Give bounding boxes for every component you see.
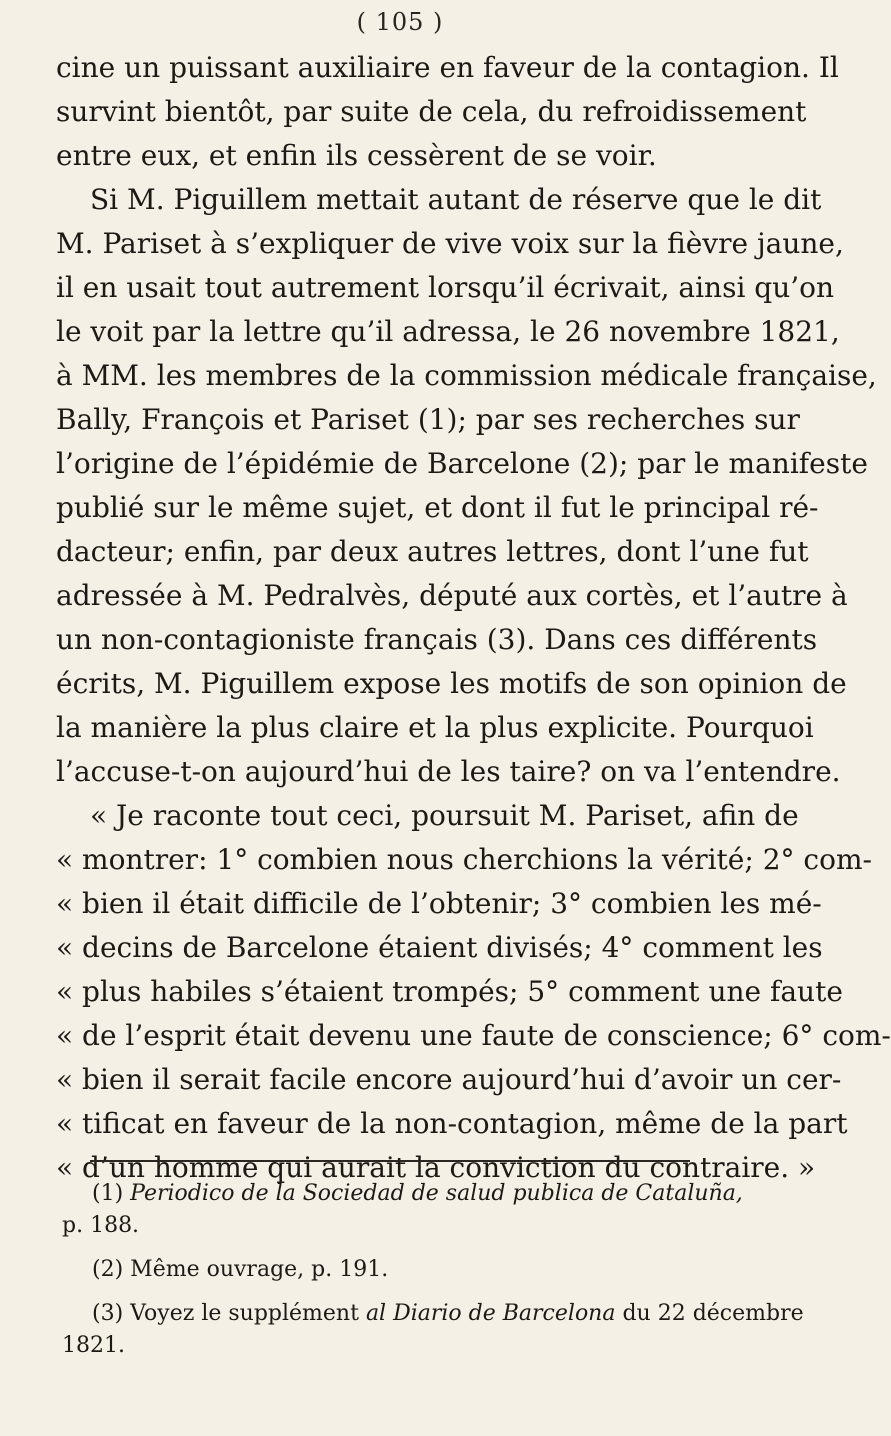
footnote-1	[62, 1178, 762, 1242]
quote-line: « decins de Barcelone étaient divisés; 4° comment les	[56, 931, 823, 964]
footnote-trail: du 22 décembre	[622, 1301, 804, 1326]
footnotes	[62, 1178, 804, 1374]
text-line: l’accuse-t-on aujourd’hui de les taire? on va l’entendre.	[56, 755, 841, 788]
text-line: publié sur le même sujet, et dont il fut le principal ré-	[56, 491, 819, 524]
text-line: l’origine de l’épidémie de Barcelone (2); par le manifeste	[56, 447, 868, 480]
footnote-text: Même ouvrage, p. 191.	[130, 1257, 389, 1282]
text-line: dacteur; enfin, par deux autres lettres, dont l’une fut	[56, 535, 809, 568]
text-line: M. Pariset à s’expliquer de vive voix sur la fièvre jaune,	[56, 227, 844, 260]
body-text	[56, 46, 891, 1190]
footnote-continuation: 1821.	[62, 1333, 125, 1358]
text-line: la manière la plus claire et la plus explicite. Pourquoi	[56, 711, 814, 744]
page-number: ( 105 )	[356, 8, 444, 36]
quote-line: « bien il était difficile de l’obtenir; 3° combien les mé-	[56, 887, 822, 920]
quote-line: « d’un homme qui aurait la conviction du contraire. »	[56, 1151, 816, 1184]
text-line: il en usait tout autrement lorsqu’il écrivait, ainsi qu’on	[56, 271, 835, 304]
text-line: un non-contagioniste français (3). Dans ces différents	[56, 623, 818, 656]
text-line: cine un puissant auxiliaire en faveur de la contagion. Il	[56, 51, 839, 84]
text-line: à MM. les membres de la commission médicale française,	[56, 359, 877, 392]
footnote-marker: (1)	[92, 1181, 124, 1206]
text-line: adressée à M. Pedralvès, député aux cortès, et l’autre à	[56, 579, 848, 612]
text-line: écrits, M. Piguillem expose les motifs de son opinion de	[56, 667, 847, 700]
footnote-marker: (2)	[92, 1257, 124, 1282]
quote-line: « Je raconte tout ceci, poursuit M. Pariset, afin de	[90, 799, 799, 832]
footnote-divider	[90, 1160, 690, 1162]
footnote-continuation: p. 188.	[62, 1213, 140, 1238]
text-line: entre eux, et enfin ils cessèrent de se voir.	[56, 139, 657, 172]
quote-line: « plus habiles s’étaient trompés; 5° comment une faute	[56, 975, 843, 1008]
footnote-lead: Voyez le supplément	[130, 1301, 359, 1326]
quote-line: « montrer: 1° combien nous cherchions la vérité; 2° com-	[56, 843, 872, 876]
footnote-marker: (3)	[92, 1301, 124, 1326]
quote-line: « de l’esprit était devenu une faute de conscience; 6° com-	[56, 1019, 891, 1052]
quote-line: « tificat en faveur de la non-contagion, même de la part	[56, 1107, 848, 1140]
footnote-title: Periodico de la Sociedad de salud publica de Cataluña,	[130, 1181, 743, 1206]
footnote-2	[62, 1254, 762, 1286]
text-line: Si M. Piguillem mettait autant de réserve que le dit	[90, 183, 822, 216]
footnote-3	[62, 1298, 804, 1362]
quote-line: « bien il serait facile encore aujourd’hui d’avoir un cer-	[56, 1063, 842, 1096]
text-line: le voit par la lettre qu’il adressa, le 26 novembre 1821,	[56, 315, 840, 348]
text-line: survint bientôt, par suite de cela, du refroidissement	[56, 95, 807, 128]
footnote-title: al Diario de Barcelona	[365, 1301, 616, 1326]
text-line: Bally, François et Pariset (1); par ses recherches sur	[56, 403, 800, 436]
